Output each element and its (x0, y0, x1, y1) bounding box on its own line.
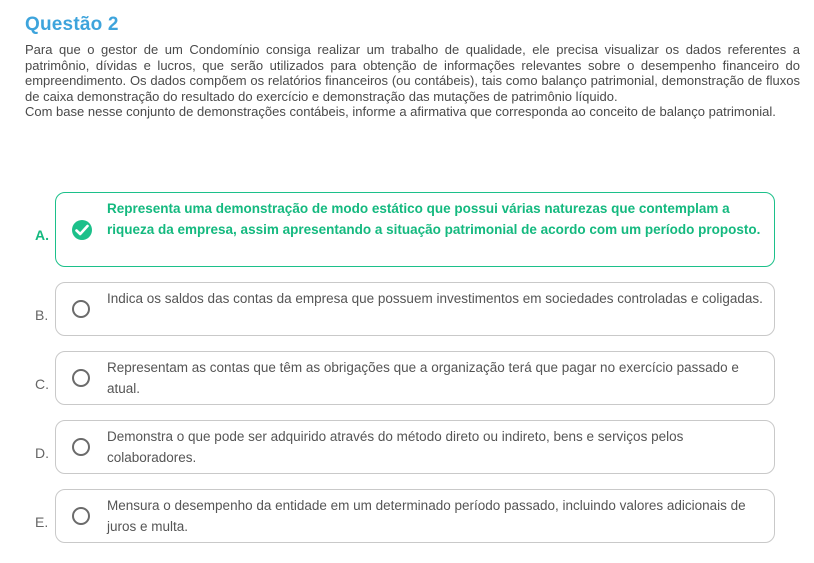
radio-empty-icon[interactable] (72, 438, 90, 456)
statement-paragraph: Para que o gestor de um Condomínio consiga realizar um trabalho de qualidade, ele precisa visualizar os dados referentes a patrimônio, dívidas e lucros, que serão utilizados para obtenção de informações relevantes sobre o desempenho financeiro do empreendimento. Os dados compõem os relatórios financeiros (ou contábeis), tais como balanço patrimonial, demonstração de fluxos de caixa demonstração do resultado do exercício e demonstração das mutações de patrimônio líquido. (25, 42, 800, 104)
question-statement (25, 42, 800, 120)
option-a[interactable] (25, 192, 775, 267)
option-b[interactable] (25, 282, 775, 337)
option-text: Representa uma demonstração de modo estático que possui várias naturezas que contemplam a riqueza da empresa, assim apresentando a situação patrimonial de acordo com um período proposto. (107, 201, 761, 237)
radio-empty-icon[interactable] (72, 369, 90, 387)
option-d[interactable] (25, 420, 775, 475)
option-card[interactable] (55, 282, 775, 336)
statement-paragraph: Com base nesse conjunto de demonstrações contábeis, informe a afirmativa que corresponda ao conceito de balanço patrimonial. (25, 104, 776, 119)
option-card[interactable] (55, 351, 775, 405)
option-e[interactable] (25, 489, 775, 544)
option-letter: C. (35, 376, 49, 392)
option-card[interactable] (55, 489, 775, 543)
option-text: Representam as contas que têm as obrigações que a organização terá que pagar no exercício passado e atual. (107, 360, 739, 396)
option-letter: A. (35, 227, 49, 243)
option-card[interactable] (55, 420, 775, 474)
radio-empty-icon[interactable] (72, 300, 90, 318)
option-text: Indica os saldos das contas da empresa que possuem investimentos em sociedades controladas e coligadas. (107, 291, 763, 306)
option-letter: E. (35, 514, 49, 530)
option-card[interactable] (55, 192, 775, 267)
option-text: Demonstra o que pode ser adquirido através do método direto ou indireto, bens e serviços pelos colaboradores. (107, 429, 684, 465)
radio-empty-icon[interactable] (72, 507, 90, 525)
option-text: Mensura o desempenho da entidade em um determinado período passado, incluindo valores adicionais de juros e multa. (107, 498, 746, 534)
option-c[interactable] (25, 351, 775, 406)
question-title: Questão 2 (25, 14, 119, 35)
option-letter: D. (35, 445, 49, 461)
option-letter: B. (35, 307, 49, 323)
check-circle-icon (72, 220, 92, 240)
